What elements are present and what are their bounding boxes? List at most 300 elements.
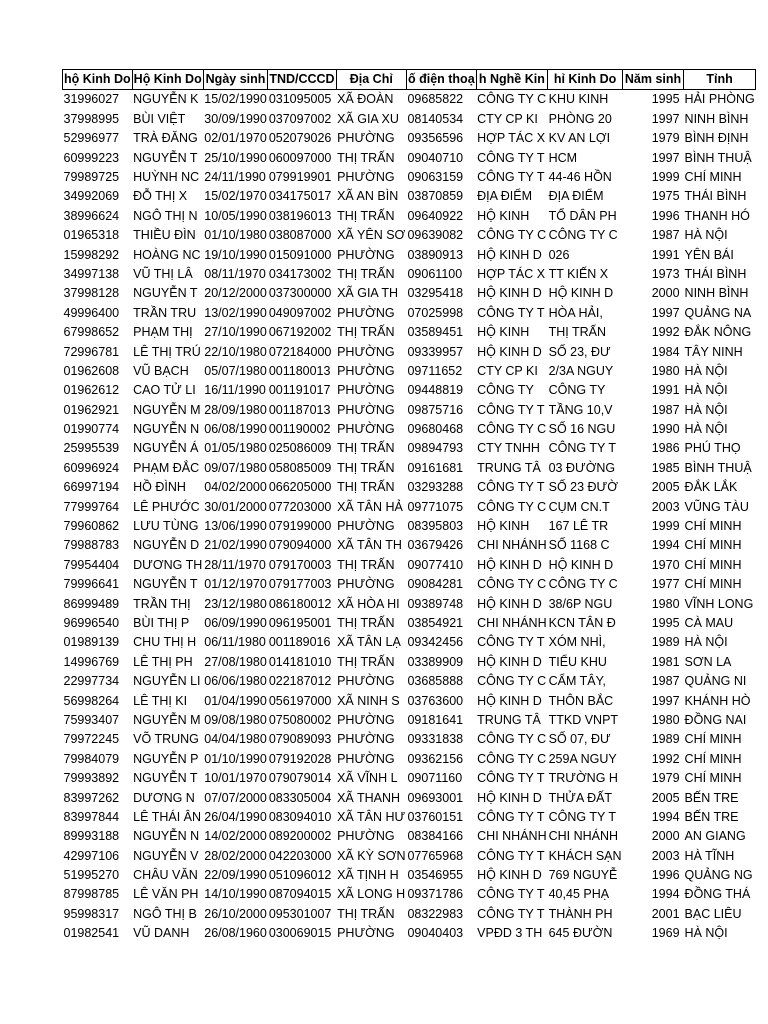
table-cell[interactable]: PHẠM THỊ (133, 325, 193, 340)
table-cell[interactable]: TÂY NINH (684, 344, 743, 359)
table-cell[interactable]: ĐỒNG THÁ (684, 887, 751, 902)
table-cell[interactable]: CÔNG TY T (477, 887, 545, 902)
table-cell[interactable]: CTY CP KI (477, 363, 538, 378)
table-cell[interactable]: 079094000 (268, 538, 332, 553)
table-cell[interactable]: CHU THỊ H (133, 635, 197, 650)
table-cell[interactable]: CÔNG TY T (477, 906, 545, 921)
table-cell[interactable]: CÔNG TY T (548, 809, 616, 824)
table-cell[interactable]: PHƯỜNG (337, 732, 395, 747)
table-cell[interactable]: NGUYỄN M (133, 712, 201, 727)
table-cell[interactable]: 26/10/2000 (204, 906, 267, 921)
table-cell[interactable]: 28/09/1980 (204, 402, 267, 417)
table-cell[interactable]: 1999 (651, 519, 680, 534)
table-cell[interactable]: CÀ MAU (684, 615, 734, 630)
table-cell[interactable]: ĐỒNG NAI (684, 712, 747, 727)
table-cell[interactable]: TRẦN THỊ (133, 596, 191, 611)
table-cell[interactable]: 1985 (651, 460, 680, 475)
table-cell[interactable]: 075080002 (268, 712, 332, 727)
table-cell[interactable]: 056197000 (268, 693, 332, 708)
table-cell[interactable]: HỘ KINH D (477, 596, 542, 611)
table-cell[interactable]: THÀNH PH (548, 906, 613, 921)
table-cell[interactable]: 1981 (651, 654, 680, 669)
table-cell[interactable]: 01962612 (63, 383, 120, 398)
table-cell[interactable]: 31996027 (63, 92, 120, 107)
table-cell[interactable]: 09040710 (407, 150, 464, 165)
table-cell[interactable]: 34992069 (63, 189, 120, 204)
table-cell[interactable]: CHÍ MINH (684, 557, 742, 572)
table-cell[interactable]: 09061100 (407, 266, 463, 281)
table-cell[interactable]: 07765968 (407, 848, 464, 863)
table-cell[interactable]: 1987 (651, 228, 680, 243)
table-cell[interactable]: 01/04/1990 (204, 693, 267, 708)
table-cell[interactable]: PHƯỜNG (337, 519, 395, 534)
table-cell[interactable]: 14996769 (63, 654, 120, 669)
table-cell[interactable]: 05/07/1980 (204, 363, 267, 378)
table-cell[interactable]: NINH BÌNH (684, 286, 749, 301)
table-cell[interactable]: HỘ KINH D (477, 790, 542, 805)
table-cell[interactable]: BẾN TRE (684, 790, 739, 805)
table-cell[interactable]: XÃ AN BÌN (337, 189, 399, 204)
table-cell[interactable]: 13/06/1990 (204, 519, 267, 534)
column-header[interactable]: Địa Chỉ (336, 70, 406, 90)
table-cell[interactable]: PHƯỜNG (337, 926, 395, 941)
table-cell[interactable]: 09362156 (407, 751, 464, 766)
table-cell[interactable]: CÔNG TY C (477, 674, 547, 689)
table-cell[interactable]: 079192028 (268, 751, 332, 766)
table-cell[interactable]: PHÒNG 20 (548, 111, 612, 126)
table-cell[interactable]: 15/02/1990 (204, 92, 267, 107)
table-cell[interactable]: 28/11/1970 (204, 557, 266, 572)
table-cell[interactable]: LÊ VĂN PH (133, 887, 199, 902)
table-cell[interactable]: CÔNG TY T (477, 635, 545, 650)
table-cell[interactable]: QUẢNG NA (684, 305, 752, 320)
table-cell[interactable]: 89993188 (63, 829, 120, 844)
table-cell[interactable]: HỘ KINH (477, 519, 530, 534)
table-cell[interactable]: THỊ TRẤN (337, 208, 395, 223)
table-cell[interactable]: 1975 (651, 189, 680, 204)
table-cell[interactable]: 03890913 (407, 247, 464, 262)
table-cell[interactable]: 079170003 (268, 557, 332, 572)
table-cell[interactable]: 19/10/1990 (204, 247, 267, 262)
table-cell[interactable]: 09084281 (407, 577, 464, 592)
table-cell[interactable]: NGUYỄN K (133, 92, 199, 107)
table-cell[interactable]: 86999489 (63, 596, 120, 611)
table-cell[interactable]: 1996 (651, 868, 680, 883)
table-cell[interactable]: 09331838 (407, 732, 464, 747)
table-cell[interactable]: PHƯỜNG (337, 751, 395, 766)
table-cell[interactable]: HỘ KINH D (548, 557, 614, 572)
table-cell[interactable]: XÃ YÊN SƠ (337, 228, 406, 243)
table-cell[interactable]: 52996977 (63, 131, 120, 146)
table-cell[interactable]: 09389748 (407, 596, 464, 611)
table-cell[interactable]: NGUYỄN T (133, 771, 198, 786)
table-cell[interactable]: 2003 (651, 848, 680, 863)
table-cell[interactable]: PHÚ THỌ (684, 441, 741, 456)
table-cell[interactable]: TRƯỜNG H (548, 771, 618, 786)
table-cell[interactable]: HÀ NỘI (684, 422, 728, 437)
table-cell[interactable]: 09680468 (407, 422, 464, 437)
table-cell[interactable]: 15/02/1970 (204, 189, 267, 204)
table-cell[interactable]: 09071160 (407, 771, 463, 786)
table-cell[interactable]: LÊ PHƯỚC (133, 499, 200, 514)
table-cell[interactable]: KCN TÂN Đ (548, 615, 616, 630)
table-cell[interactable]: 1994 (651, 809, 680, 824)
table-cell[interactable]: 042203000 (268, 848, 332, 863)
table-cell[interactable]: CHÍ MINH (684, 751, 742, 766)
table-cell[interactable]: 14/10/1990 (204, 887, 267, 902)
table-cell[interactable]: DƯƠNG TH (133, 557, 203, 572)
table-cell[interactable]: 09371786 (407, 887, 464, 902)
table-cell[interactable]: ĐẮK NÔNG (684, 325, 752, 340)
table-cell[interactable]: 1997 (651, 150, 680, 165)
table-cell[interactable]: 052079026 (268, 131, 332, 146)
table-cell[interactable]: 14/02/2000 (204, 829, 267, 844)
table-cell[interactable]: 1980 (651, 363, 680, 378)
table-cell[interactable]: XÃ GIA TH (337, 286, 398, 301)
table-cell[interactable]: CÔNG TY T (477, 848, 545, 863)
table-cell[interactable]: DƯƠNG N (133, 790, 195, 805)
table-cell[interactable]: SỐ 07, ĐƯ (548, 732, 611, 747)
table-cell[interactable]: PHƯỜNG (337, 247, 395, 262)
table-cell[interactable]: BÌNH ĐỊNH (684, 131, 749, 146)
table-cell[interactable]: 1989 (651, 635, 680, 650)
table-cell[interactable]: 28/02/2000 (204, 848, 267, 863)
table-cell[interactable]: 08384166 (407, 829, 464, 844)
table-cell[interactable]: 1980 (651, 712, 680, 727)
table-cell[interactable]: 038196013 (268, 208, 332, 223)
table-cell[interactable]: NGUYỄN T (133, 577, 198, 592)
table-cell[interactable]: 026 (548, 247, 570, 262)
column-header[interactable]: TND/CCCD (268, 70, 336, 90)
table-cell[interactable]: 51995270 (63, 868, 120, 883)
table-cell[interactable]: 44-46 HỒN (548, 170, 612, 184)
table-cell[interactable]: HỘ KINH D (477, 654, 542, 669)
table-cell[interactable]: 083094010 (268, 809, 332, 824)
table-cell[interactable]: 96996540 (63, 615, 120, 630)
table-cell[interactable]: 066205000 (268, 480, 332, 495)
table-cell[interactable]: 167 LÊ TR (548, 519, 609, 534)
table-cell[interactable]: 01982541 (63, 926, 120, 941)
table-cell[interactable]: 038087000 (268, 228, 332, 243)
table-cell[interactable]: XÃ TÂN HẢ (337, 499, 403, 514)
table-cell[interactable]: NGUYỄN P (133, 751, 199, 766)
table-cell[interactable]: CÔNG TY C (477, 228, 547, 243)
table-cell[interactable]: XÃ NINH S (337, 693, 400, 708)
table-cell[interactable]: 03763600 (407, 693, 464, 708)
table-cell[interactable]: 259A NGUY (548, 751, 617, 766)
table-cell[interactable]: 30/09/1990 (204, 111, 267, 126)
table-cell[interactable]: CHI NHÁNH (477, 538, 547, 553)
table-cell[interactable]: 06/06/1980 (204, 674, 267, 689)
table-cell[interactable]: 03546955 (407, 868, 464, 883)
table-cell[interactable]: 03685888 (407, 674, 464, 689)
table-cell[interactable]: HỒ ĐÌNH (133, 480, 186, 495)
table-cell[interactable]: 1997 (651, 305, 680, 320)
table-cell[interactable]: CHÂU VĂN (133, 868, 198, 883)
table-cell[interactable]: 20/12/2000 (204, 286, 267, 301)
table-cell[interactable]: TRUNG TÂ (477, 712, 541, 727)
table-cell[interactable]: 1992 (651, 325, 680, 340)
table-cell[interactable]: 09448819 (407, 383, 464, 398)
table-cell[interactable]: 30/01/2000 (204, 499, 267, 514)
table-cell[interactable]: 06/08/1990 (204, 422, 267, 437)
table-cell[interactable]: 1995 (651, 92, 680, 107)
table-cell[interactable]: HCM (548, 150, 578, 165)
table-cell[interactable]: BÌNH THUẬ (684, 460, 752, 475)
table-cell[interactable]: 40,45 PHẠ (548, 887, 610, 902)
table-cell[interactable]: SỐ 23, ĐƯ (548, 344, 611, 359)
table-cell[interactable]: LƯU TÙNG (133, 519, 199, 534)
table-cell[interactable]: 07025998 (407, 305, 464, 320)
table-cell[interactable]: 38/6P NGU (548, 596, 613, 611)
table-cell[interactable]: KV AN LỢI (548, 131, 611, 146)
table-cell[interactable]: VŨNG TÀU (684, 499, 749, 514)
table-cell[interactable]: CÔNG TY C (477, 732, 547, 747)
table-cell[interactable]: 077203000 (268, 499, 332, 514)
table-cell[interactable]: 001189016 (268, 635, 331, 650)
table-cell[interactable]: 09771075 (407, 499, 464, 514)
table-cell[interactable]: 56998264 (63, 693, 120, 708)
table-cell[interactable]: THỊ TRẤN (337, 266, 395, 281)
table-cell[interactable]: CÔNG TY C (477, 499, 547, 514)
table-cell[interactable]: TRẦN TRU (133, 305, 197, 320)
table-cell[interactable]: HỘ KINH D (477, 557, 542, 572)
table-cell[interactable]: BẠC LIÊU (684, 906, 742, 921)
table-cell[interactable]: VŨ DANH (133, 926, 190, 941)
table-cell[interactable]: 086180012 (268, 596, 332, 611)
table-cell[interactable]: 24/11/1990 (204, 170, 266, 184)
table-cell[interactable]: 034175017 (268, 189, 332, 204)
table-cell[interactable]: 09639082 (407, 228, 464, 243)
table-cell[interactable]: 27/10/1990 (204, 325, 267, 340)
table-cell[interactable]: XÃ GIA XU (337, 111, 399, 126)
column-header[interactable]: hộ Kinh Do (63, 70, 133, 90)
column-header[interactable]: ố điện thoạ (406, 70, 476, 90)
table-cell[interactable]: NGÔ THỊ N (133, 208, 198, 223)
table-cell[interactable]: 1977 (651, 577, 680, 592)
table-cell[interactable]: CÔNG TY C (548, 228, 618, 243)
table-cell[interactable]: 25995539 (63, 441, 120, 456)
table-cell[interactable]: 10/05/1990 (204, 208, 267, 223)
table-cell[interactable]: TRÀ ĐĂNG (133, 131, 198, 146)
table-cell[interactable]: THỊ TRẤN (337, 615, 395, 630)
table-cell[interactable]: HỘ KINH D (477, 693, 542, 708)
table-cell[interactable]: CÔNG TY (548, 383, 606, 398)
table-cell[interactable]: 2000 (651, 829, 680, 844)
table-cell[interactable]: PHƯỜNG (337, 577, 395, 592)
table-cell[interactable]: NGUYỄN LI (133, 674, 201, 689)
table-cell[interactable]: THỬA ĐẤT (548, 790, 613, 805)
table-cell[interactable]: CHÍ MINH (684, 771, 742, 786)
table-cell[interactable]: PHƯỜNG (337, 131, 395, 146)
table-cell[interactable]: 79972245 (63, 732, 120, 747)
table-cell[interactable]: XÃ KỲ SƠN (337, 848, 406, 863)
table-cell[interactable]: XÃ HÒA HI (337, 596, 400, 611)
table-cell[interactable]: THỊ TRẤN (337, 150, 395, 165)
table-cell[interactable]: 095301007 (268, 906, 332, 921)
table-cell[interactable]: 001191017 (268, 383, 331, 398)
table-cell[interactable]: 083305004 (268, 790, 332, 805)
table-cell[interactable]: 09356596 (407, 131, 464, 146)
table-cell[interactable]: 09063159 (407, 170, 464, 184)
table-cell[interactable]: 01/05/1980 (204, 441, 267, 456)
table-cell[interactable]: 79996641 (63, 577, 120, 592)
table-cell[interactable]: 09693001 (407, 790, 464, 805)
table-cell[interactable]: 022187012 (268, 674, 332, 689)
table-cell[interactable]: HỘ KINH (477, 208, 530, 223)
table-cell[interactable]: 001190002 (268, 422, 331, 437)
table-cell[interactable]: PHƯỜNG (337, 674, 395, 689)
table-cell[interactable]: PHƯỜNG (337, 422, 395, 437)
table-cell[interactable]: 2/3A NGUY (548, 363, 614, 378)
table-cell[interactable]: HÀ NỘI (684, 635, 728, 650)
table-cell[interactable]: XÃ TÂN TH (337, 538, 402, 553)
column-header[interactable]: hỉ Kinh Do (548, 70, 623, 90)
table-cell[interactable]: THÔN BẮC (548, 693, 614, 708)
table-cell[interactable]: 2001 (651, 906, 680, 921)
table-cell[interactable]: 03854921 (407, 615, 464, 630)
table-cell[interactable]: LÊ THỊ PH (133, 654, 193, 669)
table-cell[interactable]: 72996781 (63, 344, 120, 359)
table-cell[interactable]: TRUNG TÂ (477, 460, 541, 475)
table-cell[interactable]: BÙI VIỆT (133, 111, 186, 126)
table-cell[interactable]: 22/09/1990 (204, 868, 267, 883)
table-cell[interactable]: XÃ TÂN HƯ (337, 809, 406, 824)
table-cell[interactable]: 001180013 (268, 363, 331, 378)
table-cell[interactable]: HỘ KINH D (477, 286, 542, 301)
table-cell[interactable]: 38996624 (63, 208, 120, 223)
table-cell[interactable]: CHI NHÁNH (477, 615, 547, 630)
table-cell[interactable]: 037097002 (268, 111, 332, 126)
table-cell[interactable]: 08/11/1970 (204, 266, 266, 281)
table-cell[interactable]: XÃ LONG H (337, 887, 406, 902)
table-cell[interactable]: BÌNH THUẬ (684, 150, 752, 165)
table-cell[interactable]: 015091000 (268, 247, 332, 262)
table-cell[interactable]: 75993407 (63, 712, 120, 727)
table-cell[interactable]: QUẢNG NI (684, 674, 747, 689)
table-cell[interactable]: HÀ NỘI (684, 402, 728, 417)
table-cell[interactable]: CÔNG TY T (477, 402, 545, 417)
table-cell[interactable]: PHƯỜNG (337, 363, 395, 378)
table-cell[interactable]: ĐỊA ĐIỂM (548, 189, 604, 204)
table-cell[interactable]: 769 NGUYỄ (548, 868, 618, 883)
table-cell[interactable]: HÀ NỘI (684, 363, 728, 378)
table-cell[interactable]: BÙI THỊ P (133, 615, 190, 630)
table-cell[interactable]: HỢP TÁC X (477, 266, 546, 281)
table-cell[interactable]: 79984079 (63, 751, 120, 766)
table-cell[interactable]: 09685822 (407, 92, 464, 107)
table-cell[interactable]: 09640922 (407, 208, 464, 223)
table-cell[interactable]: 15998292 (63, 247, 120, 262)
table-cell[interactable]: 079079014 (268, 771, 332, 786)
table-cell[interactable]: THỊ TRẤN (337, 441, 395, 456)
table-cell[interactable]: 25/10/1990 (204, 150, 267, 165)
table-cell[interactable]: 60999223 (63, 150, 120, 165)
table-cell[interactable]: QUẢNG NG (684, 868, 753, 883)
table-cell[interactable]: CÔNG TY C (548, 577, 618, 592)
table-cell[interactable]: 09161681 (407, 460, 464, 475)
table-cell[interactable]: 001187013 (268, 402, 331, 417)
table-cell[interactable]: 1980 (651, 596, 680, 611)
table-cell[interactable]: 1997 (651, 693, 680, 708)
table-cell[interactable]: 04/02/2000 (204, 480, 267, 495)
table-cell[interactable]: CÔNG TY T (548, 441, 616, 456)
table-cell[interactable]: VŨ THỊ LÂ (133, 266, 193, 281)
table-cell[interactable]: 034173002 (268, 266, 332, 281)
column-header[interactable]: Hộ Kinh Do (132, 70, 203, 90)
table-cell[interactable]: CTY CP KI (477, 111, 538, 126)
table-cell[interactable]: CÔNG TY T (477, 809, 545, 824)
table-cell[interactable]: 09342456 (407, 635, 464, 650)
table-cell[interactable]: XÃ TÂN LẠ (337, 635, 401, 650)
table-cell[interactable]: THÁI BÌNH (684, 266, 747, 281)
table-cell[interactable]: 031095005 (268, 92, 332, 107)
table-cell[interactable]: 37998995 (63, 111, 120, 126)
table-cell[interactable]: CHÍ MINH (684, 538, 742, 553)
table-cell[interactable]: 072184000 (268, 344, 332, 359)
table-cell[interactable]: 025086009 (268, 441, 332, 456)
table-cell[interactable]: 2005 (651, 480, 680, 495)
table-cell[interactable]: 79954404 (63, 557, 120, 572)
table-cell[interactable]: ĐẮK LẮK (684, 480, 738, 495)
table-cell[interactable]: 645 ĐƯỜN (548, 926, 613, 941)
table-cell[interactable]: CÔNG TY (477, 383, 534, 398)
table-cell[interactable]: 26/04/1990 (204, 809, 267, 824)
table-cell[interactable]: 10/01/1970 (204, 771, 267, 786)
table-cell[interactable]: 096195001 (268, 615, 332, 630)
table-cell[interactable]: 1991 (651, 247, 680, 262)
table-cell[interactable]: KHÁNH HÒ (684, 693, 751, 708)
table-cell[interactable]: CHÍ MINH (684, 732, 742, 747)
table-cell[interactable]: HỘ KINH D (477, 247, 542, 262)
table-cell[interactable]: HÀ NỘI (684, 926, 728, 941)
table-cell[interactable]: PHƯỜNG (337, 829, 395, 844)
table-cell[interactable]: LÊ THỊ TRÚ (133, 344, 201, 359)
table-cell[interactable]: 1997 (651, 111, 680, 126)
table-cell[interactable]: ĐỖ THỊ X (133, 189, 188, 204)
table-cell[interactable]: THỊ TRẤN (337, 654, 395, 669)
table-cell[interactable]: ĐỊA ĐIỂM (477, 189, 533, 204)
table-cell[interactable]: 01962921 (63, 402, 120, 417)
table-cell[interactable]: AN GIANG (684, 829, 746, 844)
table-cell[interactable]: 1996 (651, 208, 680, 223)
table-cell[interactable]: THỊ TRẤN (337, 460, 395, 475)
table-cell[interactable]: THỊ TRẤN (337, 325, 395, 340)
table-cell[interactable]: TTKD VNPT (548, 712, 619, 727)
table-cell[interactable]: HỘ KINH D (477, 344, 542, 359)
table-cell[interactable]: 1987 (651, 402, 680, 417)
table-cell[interactable]: VŨ BẠCH (133, 363, 189, 378)
table-cell[interactable]: CÔNG TY C (477, 751, 547, 766)
table-cell[interactable]: NGÔ THỊ B (133, 906, 197, 921)
table-cell[interactable]: 03760151 (407, 809, 464, 824)
table-cell[interactable]: 09077410 (407, 557, 464, 572)
table-cell[interactable]: THANH HÓ (684, 208, 750, 223)
table-cell[interactable]: 2005 (651, 790, 680, 805)
table-cell[interactable]: 60996924 (63, 460, 120, 475)
table-cell[interactable]: CÔNG TY C (477, 92, 547, 107)
table-cell[interactable]: 1989 (651, 732, 680, 747)
table-cell[interactable]: VÕ TRUNG (133, 732, 199, 747)
table-cell[interactable]: 1987 (651, 674, 680, 689)
table-cell[interactable]: 09894793 (407, 441, 464, 456)
table-cell[interactable]: 08395803 (407, 519, 464, 534)
column-header[interactable]: Tỉnh (684, 70, 756, 90)
table-cell[interactable]: 09/07/1980 (204, 460, 267, 475)
table-cell[interactable]: CÔNG TY T (477, 170, 545, 184)
table-cell[interactable]: NINH BÌNH (684, 111, 749, 126)
table-cell[interactable]: LÊ THÁI ÂN (133, 809, 202, 824)
